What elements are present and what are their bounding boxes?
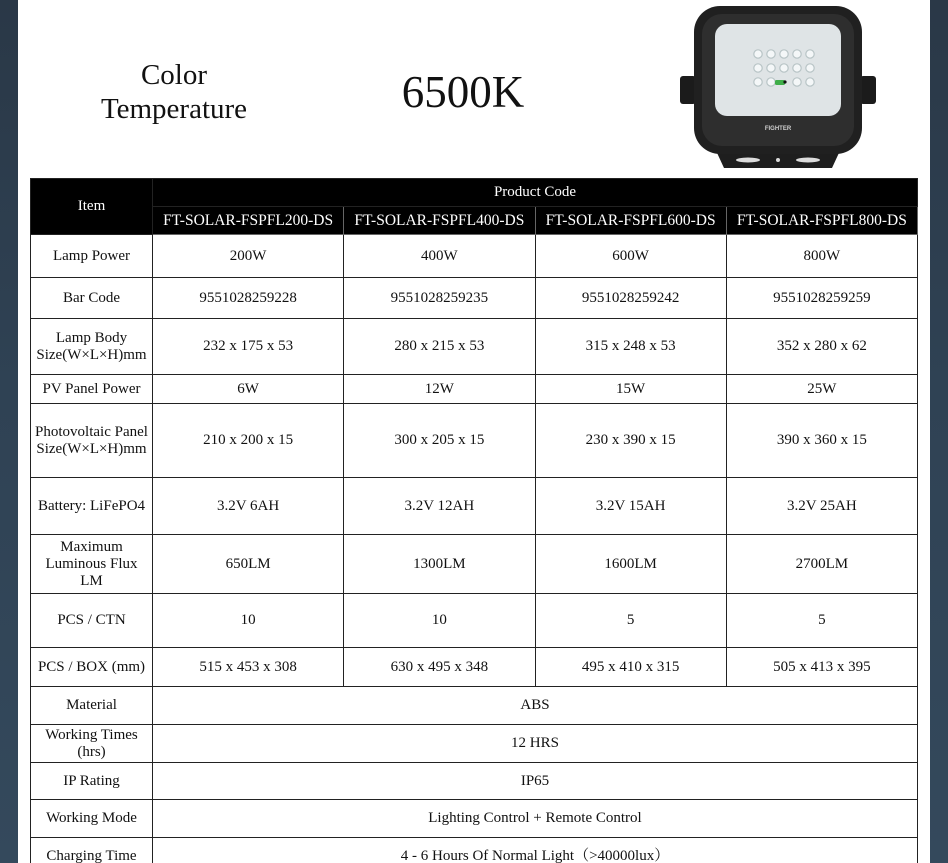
specification-table (30, 178, 918, 863)
spec-value-cell: 352 x 280 x 62 (726, 319, 917, 375)
shared-spec-row (31, 800, 918, 838)
spec-value-cell: 210 x 200 x 15 (153, 404, 344, 478)
row-label: Lamp Body Size(W×L×H)mm (31, 319, 153, 375)
spec-row (31, 535, 918, 594)
shared-value-cell: 4 - 6 Hours Of Normal Light（>40000lux） (153, 838, 918, 863)
spec-value-cell: 390 x 360 x 15 (726, 404, 917, 478)
row-label: Photovoltaic Panel Size(W×L×H)mm (31, 404, 153, 478)
spec-value-cell: 495 x 410 x 315 (535, 648, 726, 687)
row-label: Lamp Power (31, 235, 153, 278)
item-header: Item (31, 179, 153, 235)
model-code: FT-SOLAR-FSPFL400-DS (344, 207, 535, 235)
shared-spec-row (31, 725, 918, 763)
shared-spec-row (31, 687, 918, 725)
spec-value-cell: 505 x 413 x 395 (726, 648, 917, 687)
model-code: FT-SOLAR-FSPFL600-DS (535, 207, 726, 235)
product-code-header: Product Code (153, 179, 918, 207)
spec-value-cell: 300 x 205 x 15 (344, 404, 535, 478)
row-label: PV Panel Power (31, 375, 153, 404)
spec-value-cell: 3.2V 6AH (153, 478, 344, 535)
spec-value-cell: 3.2V 12AH (344, 478, 535, 535)
shared-spec-row (31, 763, 918, 800)
spec-value-cell: 3.2V 15AH (535, 478, 726, 535)
spec-row (31, 648, 918, 687)
spec-value-cell: 600W (535, 235, 726, 278)
spec-value-cell: 280 x 215 x 53 (344, 319, 535, 375)
spec-value-cell: 9551028259259 (726, 278, 917, 319)
spec-value-cell: 650LM (153, 535, 344, 594)
spec-row (31, 478, 918, 535)
spec-value-cell: 10 (153, 594, 344, 648)
spec-value-cell: 3.2V 25AH (726, 478, 917, 535)
row-label: Battery: LiFePO4 (31, 478, 153, 535)
spec-row (31, 375, 918, 404)
spec-value-cell: 15W (535, 375, 726, 404)
row-label: PCS / CTN (31, 594, 153, 648)
spec-value-cell: 5 (535, 594, 726, 648)
row-label: Working Times (hrs) (31, 725, 153, 763)
spec-value-cell: 10 (344, 594, 535, 648)
row-label: Working Mode (31, 800, 153, 838)
spec-value-cell: 6W (153, 375, 344, 404)
shared-spec-row (31, 838, 918, 863)
shared-value-cell: IP65 (153, 763, 918, 800)
product-brand-text: FIGHTER (764, 126, 792, 132)
spec-value-cell: 800W (726, 235, 917, 278)
spec-value-cell: 5 (726, 594, 917, 648)
spec-row (31, 278, 918, 319)
model-code: FT-SOLAR-FSPFL800-DS (726, 207, 917, 235)
row-label: PCS / BOX (mm) (31, 648, 153, 687)
row-label: Charging Time (31, 838, 153, 863)
spec-sheet-page (18, 0, 930, 863)
shared-value-cell: 12 HRS (153, 725, 918, 763)
spec-value-cell: 630 x 495 x 348 (344, 648, 535, 687)
spec-value-cell: 25W (726, 375, 917, 404)
spec-row (31, 235, 918, 278)
spec-value-cell: 400W (344, 235, 535, 278)
color-temperature-value: 6500K (401, 67, 525, 117)
spec-value-cell: 230 x 390 x 15 (535, 404, 726, 478)
spec-row (31, 319, 918, 375)
spec-value-cell: 2700LM (726, 535, 917, 594)
spec-row (31, 404, 918, 478)
row-label: Bar Code (31, 278, 153, 319)
floodlight-product-image (678, 2, 878, 178)
spec-value-cell: 9551028259235 (344, 278, 535, 319)
spec-value-cell: 232 x 175 x 53 (153, 319, 344, 375)
row-label: Maximum Luminous Flux LM (31, 535, 153, 594)
spec-value-cell: 9551028259242 (535, 278, 726, 319)
spec-value-cell: 1300LM (344, 535, 535, 594)
shared-value-cell: ABS (153, 687, 918, 725)
spec-row (31, 594, 918, 648)
row-label: Material (31, 687, 153, 725)
spec-value-cell: 9551028259228 (153, 278, 344, 319)
color-temperature-label: Color Temperature (100, 59, 248, 125)
model-code: FT-SOLAR-FSPFL200-DS (153, 207, 344, 235)
spec-value-cell: 200W (153, 235, 344, 278)
spec-value-cell: 515 x 453 x 308 (153, 648, 344, 687)
row-label: IP Rating (31, 763, 153, 800)
spec-value-cell: 12W (344, 375, 535, 404)
shared-value-cell: Lighting Control + Remote Control (153, 800, 918, 838)
spec-value-cell: 315 x 248 x 53 (535, 319, 726, 375)
spec-value-cell: 1600LM (535, 535, 726, 594)
